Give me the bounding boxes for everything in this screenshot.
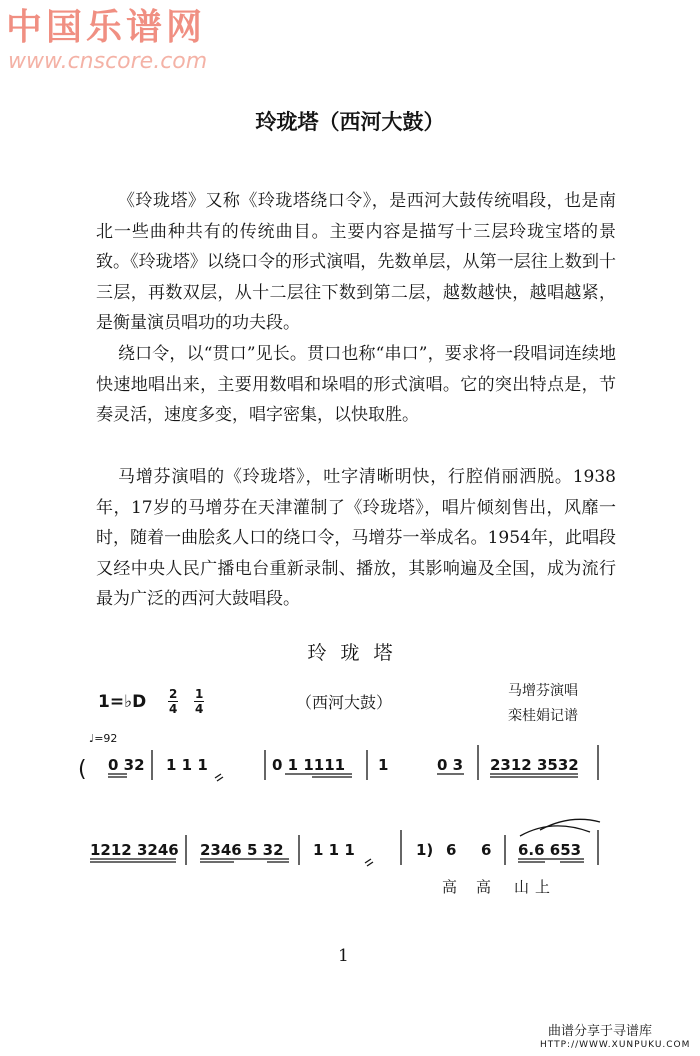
note-group: 0 32	[108, 756, 145, 774]
lyric-syllable: 山上	[514, 878, 557, 896]
meter-numerator: 2	[169, 687, 178, 701]
transcriber-credit: 栾桂娟记谱	[508, 708, 578, 724]
lyric-syllable: 高	[442, 878, 458, 896]
score-title: 玲珑塔	[307, 642, 407, 664]
note-group: 2312 3532	[490, 756, 579, 774]
note-group: 2346 5 32	[200, 841, 284, 859]
slur-arc	[520, 826, 590, 836]
watermark-site-name: 中国乐谱网	[6, 7, 207, 48]
phrase-open-paren: (	[78, 757, 87, 782]
tempo-marking: ♩=92	[89, 732, 118, 745]
genre-label: （西河大鼓）	[296, 693, 393, 712]
tremolo-mark	[215, 774, 223, 781]
note-group: 1 1 1	[313, 841, 355, 859]
intro-paragraph-3: 马增芬演唱的《玲珑塔》，吐字清晰明快，行腔俏丽洒脱。1938年，17岁的马增芬在天津灌制了《玲珑塔》，唱片倾刻售出，风靡一时，随着一曲脍炙人口的绕口令，马增芬一举成名。1954年，此唱段又经中央人民广播电台重新录制、播放，其影响遍及全国，成为流行最为广泛的西河大鼓唱段。	[96, 467, 616, 609]
page-number: 1	[338, 946, 349, 966]
note-group: 0 1 1111	[272, 756, 346, 774]
footer-credit: 曲谱分享于寻谱库	[548, 1024, 653, 1039]
meter-numerator: 1	[195, 687, 204, 701]
watermark-url: www.cnscore.com	[8, 49, 208, 74]
lyric-syllable: 高	[476, 878, 492, 896]
key-signature: 1=♭D	[98, 692, 147, 712]
slur-arc	[540, 819, 600, 830]
note-group: 6	[446, 841, 457, 859]
note-group: 6	[481, 841, 492, 859]
note-group: 1	[378, 756, 389, 774]
note-group: 1212 3246	[90, 841, 179, 859]
footer-url: HTTP://WWW.XUNPUKU.COM	[540, 1040, 691, 1050]
note-group: 1 1 1	[166, 756, 208, 774]
intro-paragraph-2: 绕口令，以“贯口”见长。贯口也称“串口”，要求将一段唱词连续地快速地唱出来，主要用数唱和垛唱的形式演唱。它的突出特点是，节奏灵活，速度多变，唱字密集，以快取胜。	[96, 344, 616, 425]
tremolo-mark	[365, 859, 373, 866]
note-group: 0 3	[437, 756, 464, 774]
page-title: 玲珑塔（西河大鼓）	[255, 109, 445, 134]
performer-credit: 马增芬演唱	[508, 683, 578, 699]
meter-denominator: 4	[195, 702, 204, 716]
intro-paragraph-1: 《玲珑塔》又称《玲珑塔绕口令》，是西河大鼓传统唱段，也是南北一些曲种共有的传统曲目。主要内容是描写十三层玲珑宝塔的景致。《玲珑塔》以绕口令的形式演唱，先数单层，从第一层往上数到十三层，再数双层，从十二层往下数到第二层，越数越快，越唱越紧，是衡量演员唱功的功夫段。	[96, 191, 616, 333]
meter-denominator: 4	[169, 702, 178, 716]
note-group: 1)	[416, 841, 434, 859]
note-group: 6.6 653	[518, 841, 582, 859]
